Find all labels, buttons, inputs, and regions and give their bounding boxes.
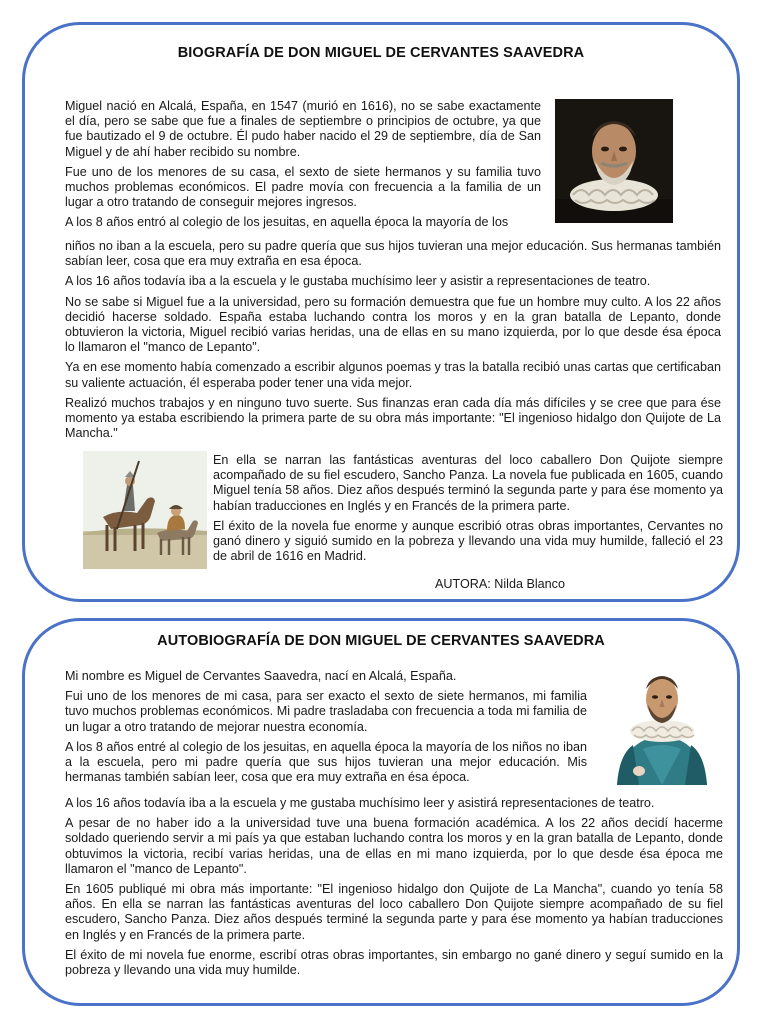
autobiography-card (22, 618, 740, 1006)
paragraph: Ya en ese momento había comenzado a escribir algunos poemas y tras la batalla recibió unas cartas que certificaban su valiente actuación, él esperaba poder tener una vida mejor. (65, 360, 721, 390)
biography-card (22, 22, 740, 602)
biography-title: BIOGRAFÍA DE DON MIGUEL DE CERVANTES SAAVEDRA (177, 45, 585, 61)
paragraph: A los 8 años entró al colegio de los jesuitas, en aquella época la mayoría de los (65, 215, 509, 230)
paragraph: Realizó muchos trabajos y en ninguno tuvo suerte. Sus finanzas eran cada día más difíciles y se cree que para ése momento ya estaba escribiendo la primera parte de su obra más importante: "El ingenioso hidalgo don Quijote de La Mancha." (65, 395, 721, 441)
paragraph: niños no iban a la escuela, pero su padre quería que sus hijos tuvieran una mejor educación. Sus hermanas también sabían leer, cosa que era muy extraña en esa época. (65, 239, 721, 269)
paragraph: En ella se narran las fantásticas aventuras del loco caballero Don Quijote siempre acompañado de su fiel escudero, Sancho Panza. La novela fue publicada en 1605, cuando Miguel tenía 58 años. Diez años después terminó la segunda parte y para ése momento ya habían traducciones en Inglés y en Francés de la primera parte. (213, 453, 723, 513)
author-credit: AUTORA: Nilda Blanco (435, 577, 565, 591)
paragraph: Fue uno de los menores de su casa, el sexto de siete hermanos y su familia tuvo muchos problemas económicos. El padre movía con frecuencia a la familia de un lugar a otro tratando de conseguir mejores ingresos. (65, 164, 541, 210)
cervantes-portrait-image (555, 99, 673, 223)
paragraph: A los 8 años entré al colegio de los jesuitas, en aquella época la mayoría de los niños no iban a la escuela, pero mi padre quería que sus hijos tuvieran una mejor educación. Mis hermanas también sabían leer, cosa que era muy extraña en ésa época. (65, 739, 587, 785)
don-quijote-illustration-image (83, 451, 207, 569)
paragraph: En 1605 publiqué mi obra más importante: "El ingenioso hidalgo don Quijote de La Mancha", cuando yo tenía 58 años. En ella se narran las fantásticas aventuras del loco caballero Don Quijote siempre acompañado de su fiel escudero, Sancho Panza. Diez años después terminé la segunda parte y para ése momento ya habían traducciones en Inglés y en Francés de la primera parte. (65, 882, 723, 942)
autobiography-text-bottom (65, 796, 723, 983)
biography-text-top (65, 99, 541, 231)
paragraph: El éxito de mi novela fue enorme, escribí otras obras importantes, sin embargo no gané dinero y seguí sumido en la pobreza y llevando una vida muy humilde. (65, 947, 723, 978)
cervantes-portrait-image (603, 665, 721, 785)
paragraph: Miguel nació en Alcalá, España, en 1547 (murió en 1616), no se sabe exactamente el día, pero se sabe que fue a finales de septiembre o principios de octubre, ya que fue bautizado el 9 de octubre. Él pudo haber nacido el 29 de septiembre, día de San Miguel y de ahí haber recibido su nombre. (65, 99, 541, 159)
paragraph: A pesar de no haber ido a la universidad tuve una buena formación académica. A los 22 años decidí hacerme soldado queriendo servir a mi país ya que estaban luchando contra los moros y en la gran batalla de Lepanto, donde obtuvimos la victoria, recibí varias heridas, una de ellas en mi mano izquierda, por lo que desde ésa época me llamaron el "manco de Lepanto". (65, 816, 723, 876)
autobiography-text-top (65, 669, 587, 785)
paragraph: A los 16 años todavía iba a la escuela y le gustaba muchísimo leer y asistir a representaciones de teatro. (65, 274, 651, 289)
biography-text-bottom (213, 453, 723, 569)
paragraph: El éxito de la novela fue enorme y aunque escribió otras obras importantes, Cervantes no ganó dinero y siguió sumido en la pobreza y llevando una vida muy humilde, falleció el 23 de abril de 1616 en Madrid. (213, 518, 723, 564)
biography-text-middle (65, 239, 721, 446)
paragraph: A los 16 años todavía iba a la escuela y me gustaba muchísimo leer y asistirá representaciones de teatro. (65, 796, 655, 810)
autobiography-title: AUTOBIOGRAFÍA DE DON MIGUEL DE CERVANTES SAAVEDRA (157, 633, 605, 649)
paragraph: Mi nombre es Miguel de Cervantes Saavedra, nací en Alcalá, España. (65, 669, 457, 683)
paragraph: No se sabe si Miguel fue a la universidad, pero su formación demuestra que fue un hombre muy culto. A los 22 años decidió hacerse soldado. España estaba luchando contra los moros y en la gran batalla de Lepanto, donde obtuvieron la victoria, Miguel recibió varias heridas, una de ellas en su mano izquierda, por lo que desde ésa época lo llamaron el "manco de Lepanto". (65, 294, 721, 355)
paragraph: Fui uno de los menores de mi casa, para ser exacto el sexto de siete hermanos, mi familia tuvo muchos problemas económicos. Mi padre trasladaba con frecuencia a toda mi familia de un lugar a otro tratando de mejorar nuestra economía. (65, 689, 587, 734)
